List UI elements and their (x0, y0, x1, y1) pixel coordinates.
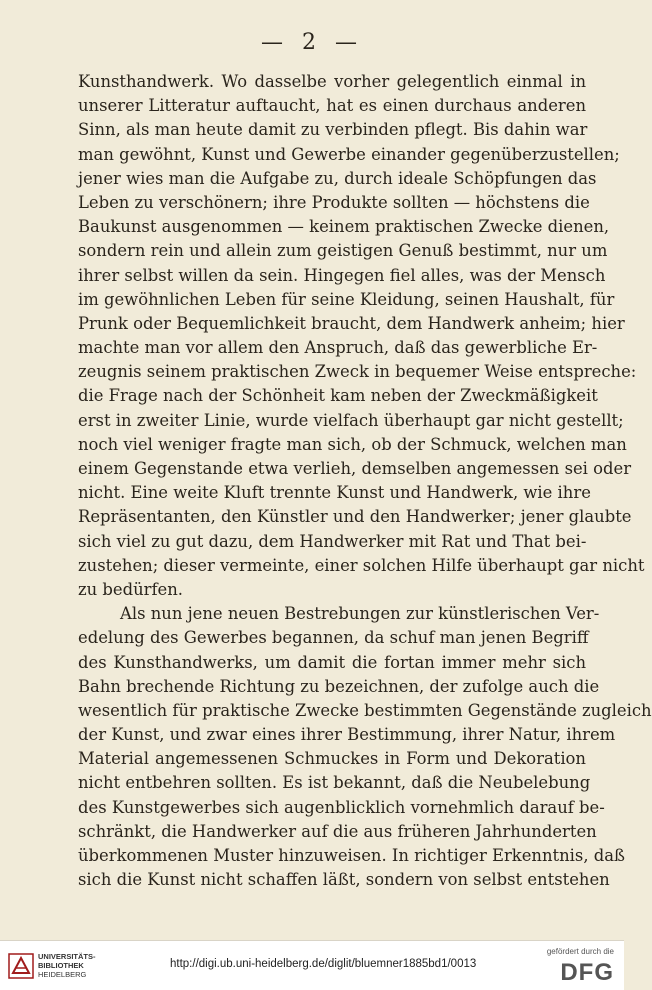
text-line: Repräsentanten, den Künstler und den Handwerker; jener glaubte (78, 507, 632, 527)
text-line: Material angemessenen Schmuckes in Form und Dekoration (78, 749, 586, 769)
text-line: ihrer selbst willen da sein. Hingegen fiel alles, was der Mensch (78, 265, 606, 285)
text-line: die Frage nach der Schönheit kam neben der Zweckmäßigkeit (78, 386, 598, 406)
text-line: wesentlich für praktische Zwecke bestimmten Gegenstände zugleich (78, 700, 652, 720)
text-line: Kunsthandwerk. Wo dasselbe vorher gelegentlich einmal in (78, 72, 586, 91)
text-line: einem Gegenstande etwa verlieh, demselben angemessen sei oder (78, 459, 632, 478)
text-line: sondern rein und allein zum geistigen Genuß bestimmt, nur um (78, 241, 608, 261)
library-name-line: BIBLIOTHEK (38, 961, 84, 970)
text-line: des Kunstgewerbes sich augenblicklich vornehmlich darauf be- (78, 797, 605, 817)
body-text (78, 70, 652, 892)
text-line: zustehen; dieser vermeinte, einer solchen Hilfe überhaupt gar nicht (78, 555, 645, 575)
text-line: des Kunsthandwerks, um damit die fortan immer mehr sich (78, 652, 586, 672)
text-line: überkommenen Muster hinzuweisen. In richtiger Erkenntnis, daß (78, 846, 625, 865)
text-line: erst in zweiter Linie, wurde vielfach überhaupt gar nicht gestellt; (78, 410, 624, 430)
text-line: jener wies man die Aufgabe zu, durch ideale Schöpfungen das (78, 168, 597, 188)
text-line: Bahn brechende Richtung zu bezeichnen, der zufolge auch die (78, 676, 600, 696)
text-line: man gewöhnt, Kunst und Gewerbe einander gegenüberzustellen; (78, 144, 620, 164)
text-line: zeugnis seinem praktischen Zweck in bequemer Weise entspreche: (78, 362, 637, 382)
text-line: Prunk oder Bequemlichkeit braucht, dem Handwerk anheim; hier (78, 313, 625, 333)
viewer-footer (0, 940, 624, 990)
text-line: noch viel weniger fragte man sich, ob der Schmuck, welchen man (78, 434, 627, 454)
text-line: unserer Litteratur auftaucht, hat es einen durchaus anderen (78, 96, 586, 116)
funding-note: gefördert durch die (546, 947, 614, 956)
text-line: sich die Kunst nicht schaffen läßt, sondern von selbst entstehen (78, 870, 610, 890)
library-name-line: HEIDELBERG (38, 970, 87, 979)
permalink-url[interactable]: http://digi.ub.uni-heidelberg.de/diglit/bluemner1885bd1/0013 (170, 958, 477, 970)
text-line: machte man vor allem den Anspruch, daß das gewerbliche Er- (78, 338, 598, 358)
text-line: edelung des Gewerbes begannen, da schuf man jenen Begriff (78, 628, 589, 648)
text-line: sich viel zu gut dazu, dem Handwerker mit Rat und That bei- (78, 531, 587, 551)
text-line: im gewöhnlichen Leben für seine Kleidung, seinen Haushalt, für (78, 289, 615, 309)
text-line: Baukunst ausgenommen — keinem praktischen Zwecke dienen, (78, 217, 610, 237)
text-line: schränkt, die Handwerker auf die aus früheren Jahrhunderten (78, 821, 597, 841)
text-line: nicht. Eine weite Kluft trennte Kunst und Handwerk, wie ihre (78, 483, 591, 503)
text-line: Leben zu verschönern; ihre Produkte sollten — höchstens die (78, 192, 590, 212)
library-name-line: UNIVERSITÄTS- (38, 952, 96, 961)
university-library-logo-icon (8, 953, 34, 979)
text-line: Als nun jene neuen Bestrebungen zur künstlerischen Ver- (120, 604, 600, 624)
text-line: nicht entbehren sollten. Es ist bekannt, daß die Neubelebung (78, 773, 591, 793)
page-number-header: — 2 — (261, 30, 363, 55)
text-line: der Kunst, und zwar eines ihrer Bestimmung, ihrer Natur, ihrem (78, 725, 616, 745)
text-line: Sinn, als man heute damit zu verbinden pflegt. Bis dahin war (78, 120, 588, 140)
text-line: zu bedürfen. (78, 579, 184, 599)
library-name (38, 952, 96, 979)
dfg-logo: DFG (560, 959, 614, 986)
